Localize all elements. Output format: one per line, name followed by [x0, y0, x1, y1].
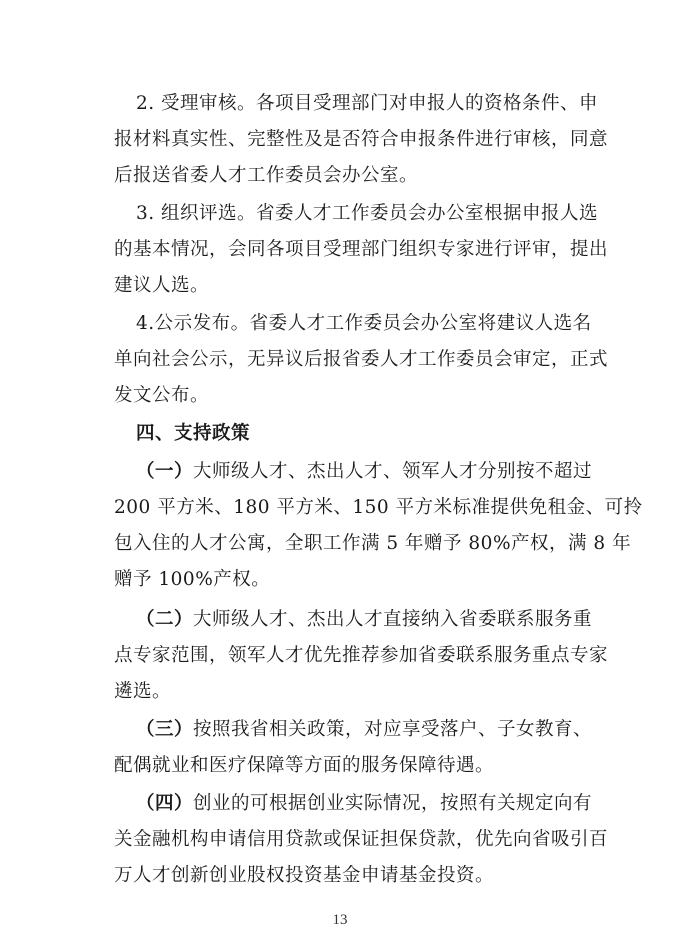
policy-2-line-3: 遴选。	[114, 681, 172, 702]
section-heading: 四、支持政策	[136, 423, 251, 444]
policy-4-first-text: 创业的可根据创业实际情况，按照有关规定向有	[193, 793, 593, 814]
policy-1-first-text: 大师级人才、杰出人才、领军人才分别按不超过	[193, 461, 593, 482]
policy-1-line-3: 包入住的人才公寓，全职工作满 5 年赠予 80%产权，满 8 年	[114, 533, 632, 554]
paragraph-2-line-1: 2. 受理审核。各项目受理部门对申报人的资格条件、申	[136, 93, 599, 114]
policy-2-first-text: 大师级人才、杰出人才直接纳入省委联系服务重	[193, 609, 593, 630]
policy-3-first-text: 按照我省相关政策，对应享受落户、子女教育、	[193, 719, 593, 740]
policy-3-line-1	[136, 718, 616, 742]
policy-4-line-2: 关金融机构申请信用贷款或保证担保贷款，优先向省吸引百	[114, 829, 609, 850]
policy-4-line-1	[136, 792, 616, 816]
paragraph-3-line-2: 的基本情况，会同各项目受理部门组织专家进行评审，提出	[114, 239, 609, 260]
policy-1-line-2: 200 平方米、180 平方米、150 平方米标准提供免租金、可拎	[114, 497, 643, 518]
policy-1-lead: （一）	[136, 461, 194, 482]
paragraph-3-line-1: 3. 组织评选。省委人才工作委员会办公室根据申报人选	[136, 203, 599, 224]
policy-1-line-1	[136, 460, 616, 484]
paragraph-4-line-3: 发文公布。	[114, 385, 210, 406]
policy-3-lead: （三）	[136, 719, 194, 740]
policy-1-line-4: 赠予 100%产权。	[114, 569, 271, 590]
policy-2-lead: （二）	[136, 609, 194, 630]
paragraph-4-line-2: 单向社会公示，无异议后报省委人才工作委员会审定，正式	[114, 349, 609, 370]
paragraph-2-line-2: 报材料真实性、完整性及是否符合申报条件进行审核，同意	[114, 129, 609, 150]
policy-4-lead: （四）	[136, 793, 194, 814]
policy-3-line-2: 配偶就业和医疗保障等方面的服务保障待遇。	[114, 755, 495, 776]
policy-4-line-3: 万人才创新创业股权投资基金申请基金投资。	[114, 865, 495, 886]
paragraph-4-line-1: 4.公示发布。省委人才工作委员会办公室将建议人选名	[136, 313, 592, 334]
policy-2-line-2: 点专家范围，领军人才优先推荐参加省委联系服务重点专家	[114, 645, 609, 666]
paragraph-3-line-3: 建议人选。	[114, 275, 210, 296]
policy-2-line-1	[136, 608, 616, 632]
paragraph-2-line-3: 后报送省委人才工作委员会办公室。	[114, 165, 419, 186]
page-number: 13	[332, 912, 348, 928]
